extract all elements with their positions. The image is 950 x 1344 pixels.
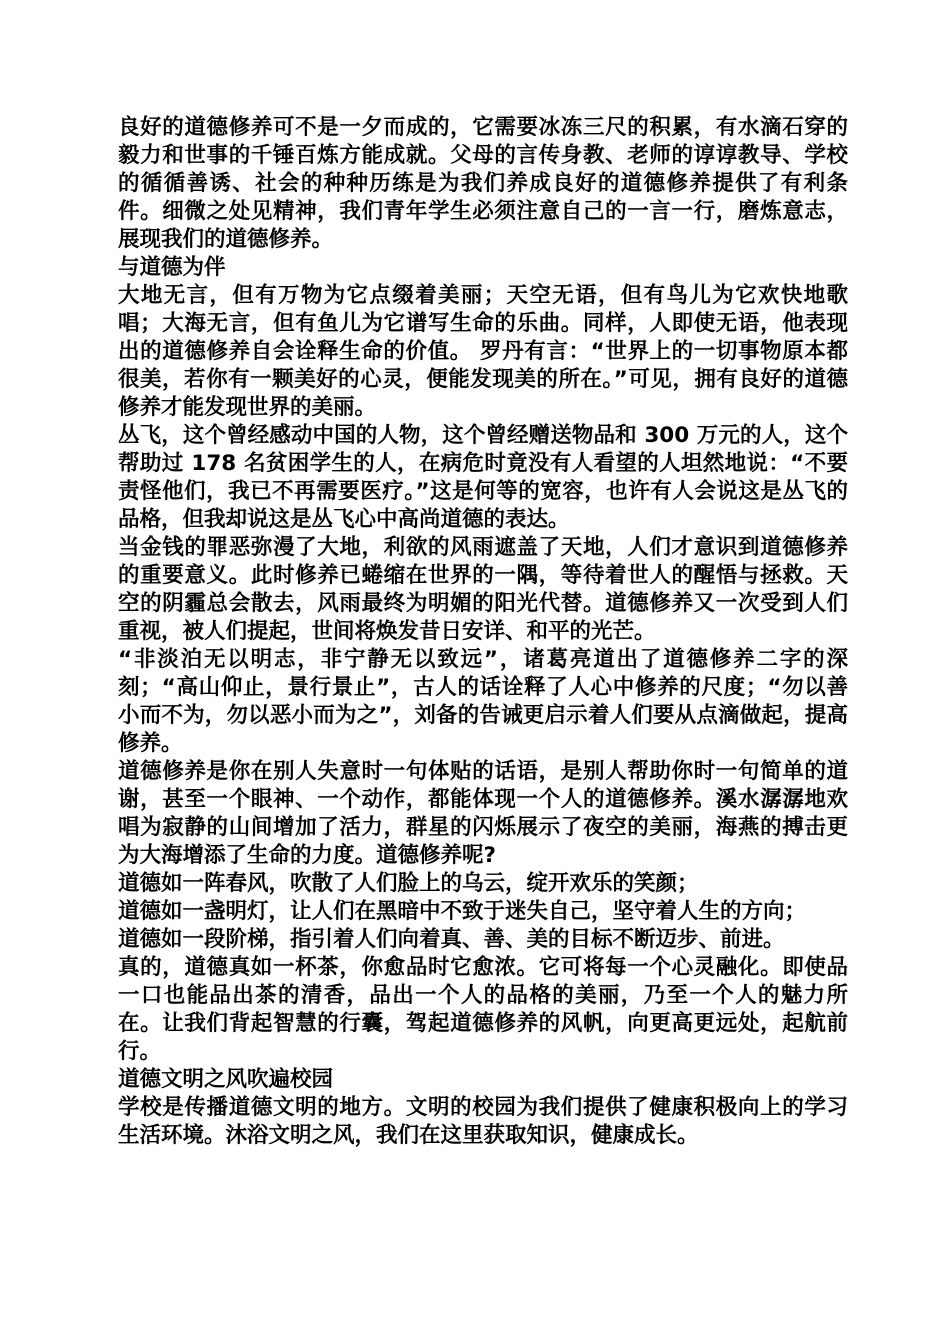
paragraph-4: 当金钱的罪恶弥漫了大地，利欲的风雨遮盖了天地，人们才意识到道德修养的重要意义。此时修养已蜷缩在世界的一隅，等待着世人的醒悟与拯救。天空的阴霾总会散去，风雨最终为明媚的阳光代替。道德修养又一次受到人们重视，被人们提起，世间将焕发昔日安详、和平的光芒。 — [118, 535, 848, 644]
paragraph-11: 学校是传播道德文明的地方。文明的校园为我们提供了健康积极向上的学习生活环境。沐浴文明之风，我们在这里获取知识，健康成长。 — [118, 1095, 848, 1148]
paragraph-7: 道德如一阵春风，吹散了人们脸上的乌云，绽开欢乐的笑颜； — [118, 871, 699, 896]
paragraph-9: 道德如一段阶梯，指引着人们向着真、善、美的目标不断迈步、前进。 — [118, 927, 785, 952]
paragraph-3: 丛飞，这个曾经感动中国的人物，这个曾经赠送物品和 300 万元的人，这个帮助过 178 名贫困学生的人，在病危时竟没有人看望的人坦然地说：“不要责怪他们，我已不再需要医疗。”这是何等的宽容，也许有人会说这是丛飞的品格，但我却说这是丛飞心中高尚道德的表达。 — [118, 423, 848, 532]
document-page — [118, 114, 848, 1150]
section-heading-campus-civility: 道德文明之风吹遍校园 — [118, 1067, 334, 1092]
paragraph-5: “非淡泊无以明志，非宁静无以致远”，诸葛亮道出了道德修养二字的深刻；“高山仰止，景行景止”，古人的话诠释了人心中修养的尺度；“勿以善小而不为，勿以恶小而为之”，刘备的告诫更启示着人们要从点滴做起，提高修养。 — [118, 647, 848, 756]
paragraph-10: 真的，道德真如一杯茶，你愈品时它愈浓。它可将每一个心灵融化。即使品一口也能品出茶的清香，品出一个人的品格的美丽，乃至一个人的魅力所在。让我们背起智慧的行囊，驾起道德修养的风帆，向更高更远处，起航前行。 — [118, 955, 848, 1064]
paragraph-1: 良好的道德修养可不是一夕而成的，它需要冰冻三尺的积累，有水滴石穿的毅力和世事的千锤百炼方能成就。父母的言传身教、老师的谆谆教导、学校的循循善诱、社会的种种历练是为我们养成良好的道德修养提供了有利条件。细微之处见精神，我们青年学生必须注意自己的一言一行，磨炼意志，展现我们的道德修养。 — [118, 115, 848, 252]
paragraph-8: 道德如一盏明灯，让人们在黑暗中不致于迷失自己，坚守着人生的方向； — [118, 899, 807, 924]
section-heading-with-morality: 与道德为伴 — [118, 255, 226, 280]
paragraph-2: 大地无言，但有万物为它点缀着美丽；天空无语，但有鸟儿为它欢快地歌唱；大海无言，但有鱼儿为它谱写生命的乐曲。同样，人即使无语，他表现出的道德修养自会诠释生命的价值。 罗丹有言：“世界上的一切事物原本都很美，若你有一颗美好的心灵，便能发现美的所在。”可见，拥有良好的道德修养才能发现世界的美丽。 — [118, 283, 848, 420]
paragraph-6: 道德修养是你在别人失意时一句体贴的话语，是别人帮助你时一句简单的道谢，甚至一个眼神、一个动作，都能体现一个人的道德修养。溪水潺潺地欢唱为寂静的山间增加了活力，群星的闪烁展示了夜空的美丽，海燕的搏击更为大海增添了生命的力度。道德修养呢? — [118, 759, 848, 868]
